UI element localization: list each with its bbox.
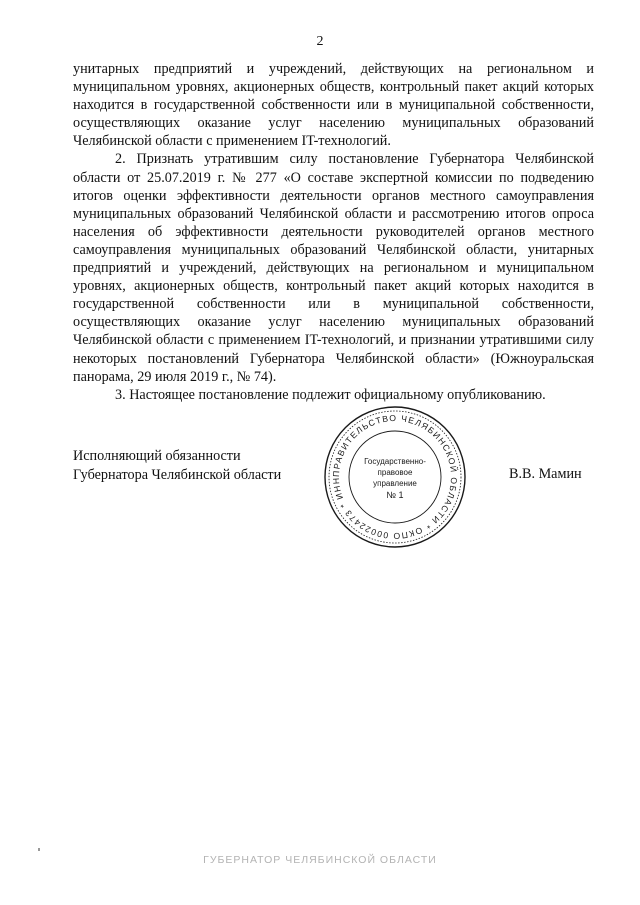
official-seal-stamp (320, 402, 470, 552)
signatory-position-line2: Губернатора Челябинской области (73, 466, 282, 483)
page-number: 2 (316, 34, 324, 49)
paragraph-item-2: 2. Признать утратившим силу постановление Губернатора Челябинской области от 25.07.2019 г. № 277 «О составе экспертной комиссии по подведению итогов оценки эффективности деятельности органов местного самоуправления муниципальных образований Челябинской области и рассмотрению итогов опроса населения об эффективности деятельности руководителей органов местного самоуправления муниципальных образований Челябинской области, унитарных предприятий и учреждений, действующих на региональном и муниципальном уровнях, акционерных обществ, контрольный пакет акций которых находится в государственной собственности или в муниципальной собственности, осуществляющих оказание услуг населению муниципальных образований Челябинской области с применением IT-технологий, и признании утратившими силу некоторых постановлений Губернатора Челябинской области» (Южноуральская панорама, 29 июля 2019 г., № 74). (73, 151, 594, 385)
seal-center-line4: № 1 (386, 490, 404, 500)
footer-watermark: ГУБЕРНАТОР ЧЕЛЯБИНСКОЙ ОБЛАСТИ (203, 854, 437, 866)
seal-center-line1: Государственно- (364, 457, 426, 466)
seal-ring-text: ПРАВИТЕЛЬСТВО ЧЕЛЯБИНСКОЙ ОБЛАСТИ * ОКПО 00022473 * ИНН (330, 412, 460, 542)
document-body (73, 60, 594, 404)
scan-artifact (38, 848, 40, 851)
seal-graphic (320, 402, 470, 552)
signatory-name: В.В. Мамин (509, 466, 582, 482)
paragraph-continuation: унитарных предприятий и учреждений, действующих на региональном и муниципальном уровнях, акционерных обществ, контрольный пакет акций которых находится в государственной собственности или в муниципальной собственности, осуществляющих оказание услуг населению муниципальных образований Челябинской области с применением IT-технологий. (73, 61, 594, 150)
seal-center-line3: управление (373, 479, 417, 488)
signatory-position (73, 447, 281, 484)
seal-center-line2: правовое (377, 468, 413, 477)
signatory-position-line1: Исполняющий обязанности (73, 448, 241, 464)
paragraph-item-3: 3. Настоящее постановление подлежит официальному опубликованию. (115, 386, 546, 403)
